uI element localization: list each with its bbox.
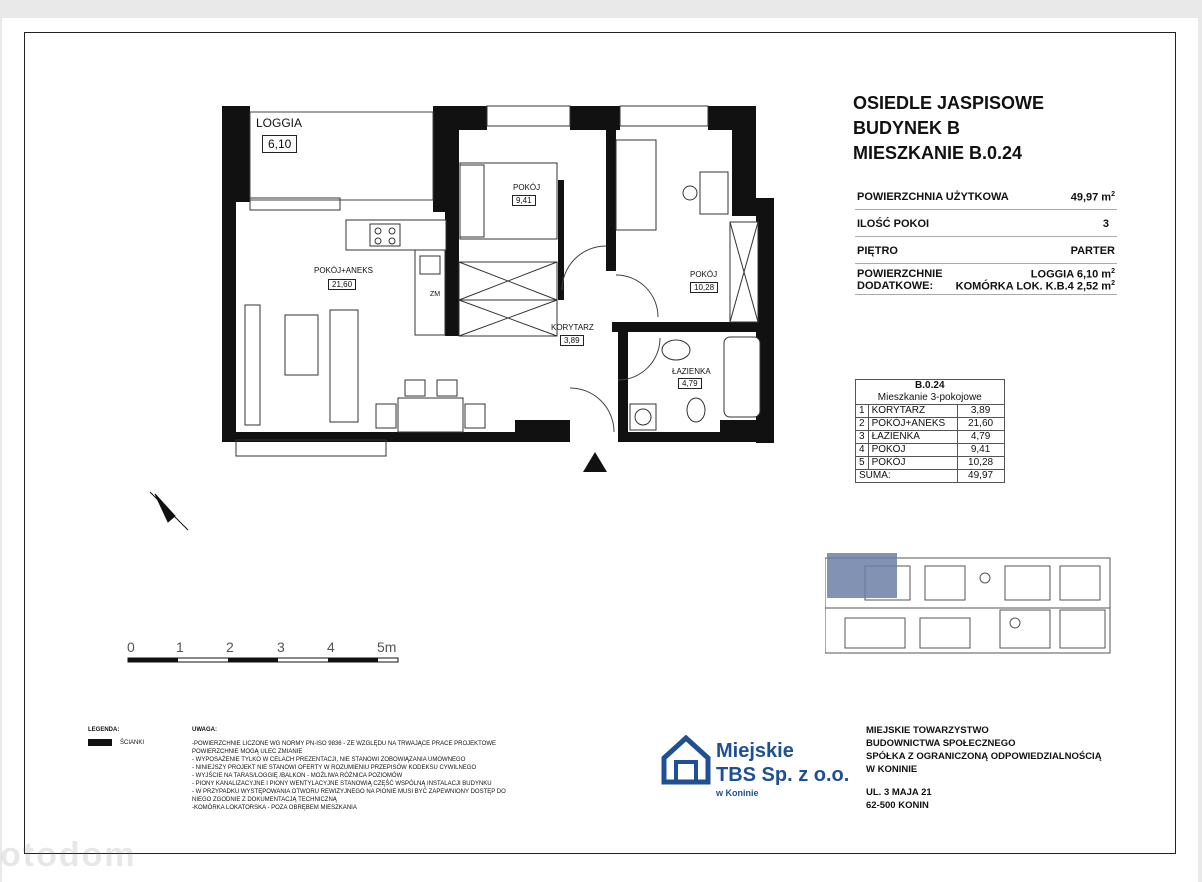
sofa	[330, 310, 358, 422]
scale-tick-3: 3	[277, 639, 285, 655]
building-key-plan	[825, 548, 1120, 663]
notes-title: UWAGA:	[192, 727, 217, 733]
scale-bar	[120, 638, 420, 668]
info-row-area: POWIERZCHNIA UŻYTKOWA 49,97 $m^2$	[855, 183, 1117, 210]
toilet	[687, 398, 705, 422]
wall-stub-2	[720, 420, 774, 442]
bathroom-label: ŁAZIENKA	[672, 367, 711, 376]
wall-int-2	[606, 126, 616, 271]
wall-west	[222, 200, 236, 440]
north-arrow	[150, 492, 188, 530]
entrance-arrow	[583, 452, 607, 472]
table-row: 1 KORYTARZ 3,89	[856, 405, 1005, 418]
title-line-1: OSIEDLE JASPISOWE	[853, 93, 1045, 113]
table-row: 5 POKÓJ 10,28	[856, 457, 1005, 470]
bathtub	[724, 337, 760, 417]
dining-table	[398, 398, 463, 432]
watermark: otodom	[0, 836, 137, 874]
title-line-2: BUDYNEK B	[853, 118, 961, 138]
logo-line-1: Miejskie	[716, 740, 794, 762]
table-sum-row: SUMA: 49,97	[856, 470, 1005, 483]
project-title	[853, 91, 1044, 166]
house-logo-icon	[660, 734, 712, 786]
wall-east-upper	[732, 106, 756, 216]
bedroom-1-label: POKÓJ	[513, 183, 541, 192]
desk	[700, 172, 728, 214]
legend-walls: ŚCIANKI	[120, 740, 145, 746]
company-info: MIEJSKIE TOWARZYSTWO BUDOWNICTWA SPOŁECZNEGO SPÓŁKA Z OGRANICZONĄ ODPOWIEDZIALNOŚCIĄ W KONINIE UL. 3 MAJA 21 62-500 KONIN	[866, 725, 1102, 811]
legend-title: LEGENDA:	[88, 727, 120, 733]
sink	[420, 256, 440, 274]
wall-stub	[515, 420, 570, 442]
living-area: 21,60	[328, 279, 356, 290]
info-row-floor: PIĘTRO PARTER	[855, 237, 1117, 264]
bed-2	[616, 140, 656, 230]
wall-int-3	[612, 322, 762, 332]
corridor-area: 3,89	[560, 335, 584, 346]
info-row-rooms: ILOŚĆ POKOI 3	[855, 210, 1117, 237]
scale-tick-5: 5m	[377, 639, 397, 655]
table-row: 2 POKÓJ+ANEKS 21,60	[856, 418, 1005, 431]
washbasin	[662, 340, 690, 360]
loggia-label: LOGGIA	[256, 116, 303, 130]
wall-north-1	[433, 106, 487, 130]
meter-label: ZM	[430, 291, 441, 298]
bathroom-area: 4,79	[678, 378, 702, 389]
wall-int-4	[618, 322, 628, 434]
bedroom-2-label: POKÓJ	[690, 270, 718, 279]
bedroom-1-area: 9,41	[512, 195, 536, 206]
title-line-3: MIESZKANIE B.0.24	[853, 143, 1023, 163]
info-row-extra: POWIERZCHNIE DODATKOWE: LOGGIA 6,10 $m^2$ KOMÓRKA LOK. K.B.4 2,52 $m^2$	[855, 264, 1117, 295]
corridor-label: KORYTARZ	[551, 323, 594, 332]
logo-line-3: w Koninie	[716, 788, 759, 798]
table-row: 4 POKÓJ 9,41	[856, 444, 1005, 457]
tv-cabinet	[245, 305, 260, 425]
loggia-area: 6,10	[262, 135, 297, 153]
bedroom-2-area: 10,28	[690, 282, 718, 293]
wall-legend-swatch	[88, 739, 112, 746]
apartment-highlight	[827, 553, 897, 598]
notes-list: -POWIERZCHNIE LICZONE WG NORMY PN-ISO 9836 - ZE WZGLĘDU NA TRWAJĄCE PRACE PROJEKTOWE POWIERZCHNIE MOGĄ ULEC ZMIANIE - WYPOSAŻENIE TYLKO W CELACH PREZENTACJI, NIE STANOWI ZOBOWIĄZANIA UMOWNEGO - NINIEJSZY PROJEKT NIE STANOWI OFERTY W ROZUMIENIU PRZEPISÓW KODEKSU CYWILNEGO - WYJŚCIE NA TARAS/LOGGIĘ /BALKON - MOŻLIWA RÓŻNICA POZIOMÓW - PIONY KANALIZACYJNE I PIONY WENTYLACYJNE STANOWIĄ CZĘŚĆ WSPÓLNĄ INSTALACJI BUDYNKU - W PRZYPADKU WYSTĘPOWANIA OTWORU REWIZYJNEGO NA PIONIE MUSI BYĆ ZAPEWNIONY DOSTĘP DO NIEGO ZGODNIE Z DOKUMENTACJĄ TECHNICZNĄ -KOMÓRKA LOKATORSKA - POZA OBRĘBEM MIESZKANIA	[192, 741, 506, 811]
table-row: 3 ŁAZIENKA 4,79	[856, 431, 1005, 444]
room-table-subtitle: Mieszkanie 3-pokojowe	[856, 392, 1005, 405]
room-area-table	[855, 379, 1005, 483]
wall-loggia-left	[222, 106, 250, 202]
coffee-table	[285, 315, 318, 375]
scale-tick-2: 2	[226, 639, 234, 655]
living-label: POKÓJ+ANEKS	[314, 266, 373, 275]
wall-int-1	[445, 126, 459, 336]
scale-tick-4: 4	[327, 639, 335, 655]
hob	[370, 224, 400, 246]
room-table-title: B.0.24	[856, 380, 1005, 393]
apartment-info	[855, 183, 1117, 295]
scale-tick-1: 1	[176, 639, 184, 655]
floor-plan	[0, 0, 800, 540]
logo-line-2: TBS Sp. z o.o.	[716, 764, 850, 786]
scale-tick-0: 0	[127, 639, 135, 655]
